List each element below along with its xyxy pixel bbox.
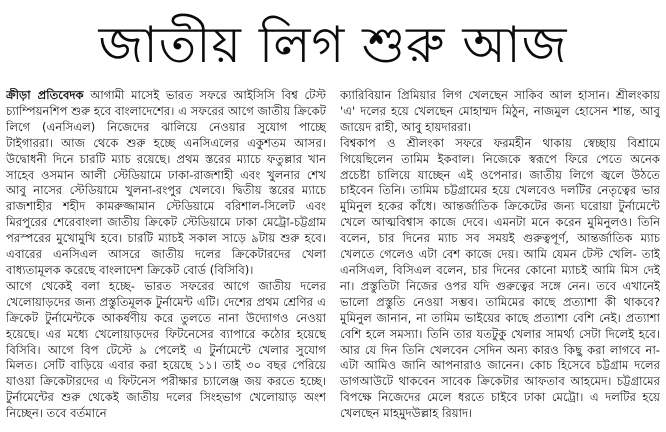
left-paragraph-1-text: আগামী মাসেই ভারত সফরে আইসিসি বিশ্ব টেস্ট চ্যাম্পিয়নশিপ শুরু হবে বাংলাদেশের। এ সফরের আগে জাতীয় ক্রিকেট লিগে (এনসিএল) নিজেদের ঝালিয়ে নেওয়ার সুযোগ পাচ্ছে টাইগাররা। আজ থেকে শুরু হচ্ছে এনসিএলের একুশতম আসর। উদ্বোধনী দিনে চারটি ম্যাচ রয়েছে। প্রথম স্তরের ম্যাচে ফতুল্লার খান সাহেব ওসমান আলী স্টেডিয়ামে ঢাকা-রাজশাহী এবং খুলনার শেখ আবু নাসের স্টেডিয়ামে খুলনা-রংপুর খেলবে। দ্বিতীয় স্তরের ম্যাচে রাজশাহীর শহীদ কামরুজ্জামান স্টেডিয়ামে বরিশাল-সিলেট এবং মিরপুরের শেরেবাংলা জাতীয় ক্রিকেট স্টেডিয়ামে ঢাকা মেট্রো-চট্টগ্রাম পরস্পরের মুখোমুখি হবে। চারটি ম্যাচই সকাল সাড়ে ৯টায় শুরু হবে। এবারের এনসিএল আসরে জাতীয় দলের ক্রিকেটারদের খেলা বাধ্যতামূলক করেছে বাংলাদেশ ক্রিকেট বোর্ড (বিসিবি)। <box>6 88 326 277</box>
left-paragraph-1 <box>6 88 326 279</box>
headline: জাতীয় লিগ শুরু আজ <box>98 16 568 74</box>
right-paragraph-1: ক্যারিবিয়ান প্রিমিয়ার লিগ খেলছেন সাকিব আল হাসান। শ্রীলংকায় 'এ' দলের হয়ে খেলছেন মোহাম্মদ মিঠুন, নাজমুল হোসেন শান্ত, আবু জায়েদ রাহী, আবু হায়দাররা। <box>340 88 660 134</box>
byline: ক্রীড়া প্রতিবেদক <box>6 88 84 102</box>
right-paragraph-2: বিশ্বকাপ ও শ্রীলংকা সফরে ফরমহীন থাকায় স্বেচ্ছায় বিশ্রামে গিয়েছিলেন তামিম ইকবাল। নিজেকে স্বরূপে ফিরে পেতে অনেক প্রচেষ্টা চালিয়ে যাচ্ছেন এই ওপেনার। জাতীয় লিগে জ্বলে উঠতে চাইবেন তিনি। তামিম চট্টগ্রামের হয়ে খেলবেও দলটির নেতৃত্বের ভার মুমিনুল হকের কাঁধে। আন্তর্জাতিক ক্রিকেটের জন্য ঘরোয়া টুর্নামেন্টে খেলে আত্মবিশ্বাস কাজে দেবে। এমনটা মনে করেন মুমিনুলও। তিনি বলেন, চার দিনের ম্যাচ সব সময়ই গুরুত্বপূর্ণ, আন্তর্জাতিক ম্যাচ খেলতে গেলেও এটা বেশ কাজে দেয়। আমি যেমন টেস্ট খেলি- তাই এনসিএল, বিসিএল বলেন, চার দিনের কোনো ম্যাচই আমি মিস দেই না। প্রস্তুতিটা নিজের ওপর যদি গুরুত্বের সঙ্গে নেন। তবে এখানেই ভালো প্রস্তুতি নেওয়া সম্ভব। তামিমের কাছে প্রত্যাশা কী থাকবে? মুমিনুল জানান, না তামিম ভাইয়ের কাছে প্রত্যাশা বেশি নেই। প্রত্যাশা বেশি হলে সমস্যা। তিনি তার যতটুকু খেলার সামর্থ্য সেটা দিলেই হবে। আর যে দিন তিনি খেলবেন সেদিন অন্য কারও কিছু করা লাগবে না- এটা আমিও জানি আপনারাও জানেন। কোচ হিসেবে চট্টগ্রাম দলের ডাগআউটে থাকবেন সাবেক ক্রিকেটার আফতাব আহমেদ। চট্টগ্রামের বিপক্ষে নিজেদের মেলে ধরতে চাইবে ঢাকা মেট্রো। এ দলটির হয়ে খেলছেন মাহমুদউল্লাহ রিয়াদ। <box>340 135 660 421</box>
right-column <box>340 88 660 426</box>
article-body <box>6 88 660 426</box>
left-paragraph-2: আগে থেকেই বলা হচ্ছে- ভারত সফরের আগে জাতীয় দলের খেলোয়াড়দের জন্য প্রস্তুতিমূলক টুর্নামেন্ট এটি। দেশের প্রথম শ্রেণির এ ক্রিকেট টুর্নামেন্টকে আকর্ষণীয় করে তুলতে নানা উদ্যোগও নেওয়া হয়েছে। এর মধ্যে খেলোয়াড়দের ফিটনেসের ব্যাপারে কঠোর হয়েছে বিসিবি। আগে বিপ টেস্টে ৯ পেলেই এ টুর্নামেন্টে খেলার সুযোগ মিলত। সেটি বাড়িয়ে এবার করা হয়েছে ১১। তাই ৩০ বছর পেরিয়ে যাওয়া ক্রিকেটারদের এ ফিটনেস পরীক্ষার চ্যালেঞ্জ জয় করতে হচ্ছে। টুর্নামেন্টের শুরু থেকেই জাতীয় দলের সিংহভাগ খেলোয়াড় অংশ নিচ্ছেন। তবে বর্তমানে <box>6 278 326 421</box>
left-column <box>6 88 326 426</box>
